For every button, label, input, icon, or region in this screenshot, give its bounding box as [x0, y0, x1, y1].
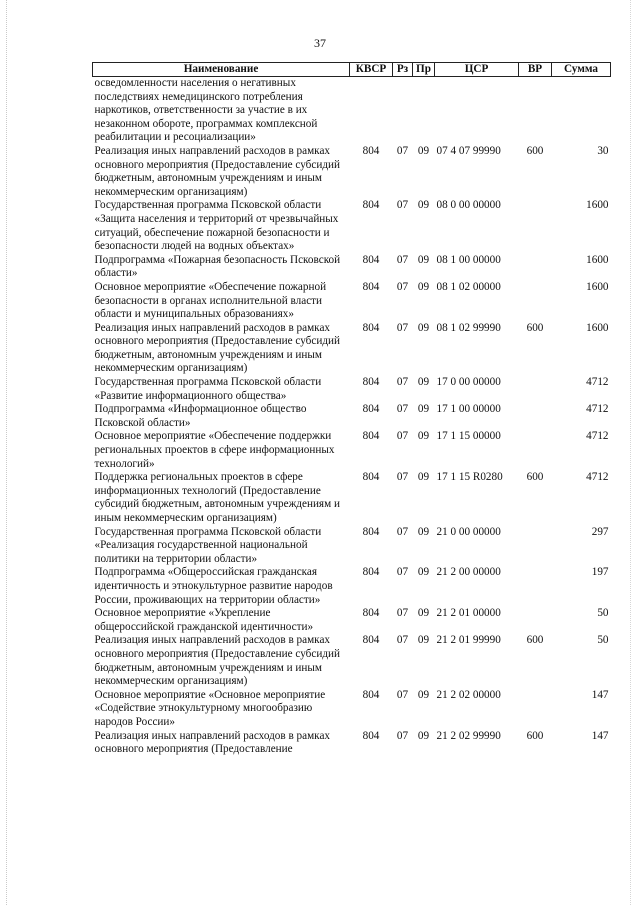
table-row [93, 376, 611, 403]
cell-vr: 600 [526, 634, 544, 647]
cell-vr [519, 254, 552, 281]
cell-rz: 07 [396, 144, 409, 157]
cell-kvsr: 804 [362, 199, 380, 212]
cell-pr: 09 [417, 199, 430, 212]
table-row [93, 281, 611, 322]
cell-pr: 09 [417, 607, 430, 620]
cell-vr [519, 566, 552, 607]
cell-csr [435, 77, 519, 145]
cell-pr: 09 [417, 729, 430, 742]
cell-rz: 07 [396, 471, 409, 484]
cell-kvsr [350, 77, 393, 145]
cell-vr [519, 281, 552, 322]
cell-csr: 21 0 00 00000 [436, 525, 501, 538]
table-row [93, 634, 611, 688]
cell-kvsr: 804 [362, 566, 380, 579]
cell-csr: 08 1 00 00000 [436, 253, 501, 266]
cell-vr [519, 607, 552, 634]
cell-kvsr: 804 [362, 144, 380, 157]
table-row [93, 322, 611, 376]
cell-rz: 07 [396, 566, 409, 579]
cell-csr: 21 2 01 99990 [436, 634, 501, 647]
cell-name: Государственная программа Псковской области «Развитие информационного общества» [94, 376, 322, 402]
cell-name: Подпрограмма «Общероссийская гражданская идентичность и этнокультурное развитие народов России, проживающих на территории области» [94, 566, 333, 606]
table-body [93, 77, 611, 757]
cell-sum: 1600 [586, 321, 609, 334]
cell-csr: 21 2 00 00000 [436, 566, 501, 579]
cell-rz: 07 [396, 280, 409, 293]
cell-name: Основное мероприятие «Обеспечение поддержки региональных проектов в сфере информационных технологий» [94, 430, 335, 470]
cell-name: Основное мероприятие «Основное мероприятие «Содействие этнокультурному многообразию народов России» [94, 688, 326, 728]
cell-csr: 21 2 01 00000 [436, 607, 501, 620]
cell-kvsr: 804 [362, 280, 380, 293]
cell-vr: 600 [526, 729, 544, 742]
cell-sum: 30 [597, 144, 609, 157]
cell-sum: 50 [597, 634, 609, 647]
table-row [93, 607, 611, 634]
cell-pr: 09 [417, 566, 430, 579]
cell-sum: 147 [591, 729, 609, 742]
cell-rz [393, 77, 413, 145]
cell-pr: 09 [417, 430, 430, 443]
cell-rz: 07 [396, 525, 409, 538]
cell-rz: 07 [396, 199, 409, 212]
cell-csr: 08 1 02 99990 [436, 321, 501, 334]
table-row [93, 566, 611, 607]
cell-kvsr: 804 [362, 471, 380, 484]
column-header-csr: ЦСР [435, 63, 519, 77]
cell-csr: 07 4 07 99990 [436, 144, 501, 157]
table-row [93, 145, 611, 199]
cell-sum: 147 [591, 688, 609, 701]
cell-vr [519, 77, 552, 145]
cell-pr: 09 [417, 144, 430, 157]
cell-kvsr: 804 [362, 525, 380, 538]
cell-kvsr: 804 [362, 607, 380, 620]
cell-pr: 09 [417, 471, 430, 484]
table-row [93, 730, 611, 757]
cell-sum: 50 [597, 607, 609, 620]
table-row [93, 254, 611, 281]
cell-vr [519, 199, 552, 253]
cell-csr: 21 2 02 99990 [436, 729, 501, 742]
cell-csr: 17 0 00 00000 [436, 376, 501, 389]
cell-name: Реализация иных направлений расходов в рамках основного мероприятия (Предоставление субсидий бюджетным, автономным учреждениям и иным некоммерческим организациям) [94, 321, 340, 375]
column-header-name: Наименование [93, 63, 350, 77]
cell-csr: 21 2 02 00000 [436, 688, 501, 701]
page-number: 37 [314, 36, 326, 50]
cell-kvsr: 804 [362, 729, 380, 742]
cell-csr: 08 0 00 00000 [436, 199, 501, 212]
cell-rz: 07 [396, 688, 409, 701]
cell-csr: 17 1 15 R0280 [436, 471, 503, 484]
cell-vr [519, 376, 552, 403]
cell-pr: 09 [417, 253, 430, 266]
table-header-row [93, 63, 611, 77]
table-row [93, 77, 611, 145]
table-row [93, 689, 611, 730]
cell-kvsr: 804 [362, 403, 380, 416]
cell-kvsr: 804 [362, 430, 380, 443]
cell-name: Государственная программа Псковской области «Реализация государственной национальной политики на территории области» [94, 525, 322, 565]
table-row [93, 403, 611, 430]
cell-name: Подпрограмма «Пожарная безопасность Псковской области» [94, 253, 341, 280]
cell-sum: 297 [591, 525, 609, 538]
cell-kvsr: 804 [362, 321, 380, 334]
cell-vr [519, 689, 552, 730]
cell-sum: 4712 [586, 430, 609, 443]
cell-rz: 07 [396, 430, 409, 443]
budget-table [92, 62, 611, 757]
column-header-sum: Сумма [552, 63, 611, 77]
cell-pr [413, 77, 435, 145]
cell-sum: 197 [591, 566, 609, 579]
cell-rz: 07 [396, 376, 409, 389]
cell-sum: 1600 [586, 199, 609, 212]
cell-sum: 1600 [586, 280, 609, 293]
cell-pr: 09 [417, 525, 430, 538]
cell-name: Поддержка региональных проектов в сфере информационных технологий (Предоставление субсидий бюджетным, автономным учреждениям и иным некоммерческим организациям) [94, 471, 340, 524]
cell-name: Основное мероприятие «Обеспечение пожарной безопасности в органах исполнительной власти области и муниципальных образованиях» [94, 280, 327, 321]
cell-name: Основное мероприятие «Укрепление общероссийской гражданской идентичности» [94, 607, 314, 633]
cell-csr: 17 1 15 00000 [436, 430, 501, 443]
cell-vr: 600 [526, 471, 544, 484]
cell-pr: 09 [417, 321, 430, 334]
cell-rz: 07 [396, 403, 409, 416]
cell-sum: 4712 [586, 376, 609, 389]
scan-edge-left [6, 0, 8, 905]
cell-name: Реализация иных направлений расходов в рамках основного мероприятия (Предоставление [94, 729, 331, 756]
cell-rz: 07 [396, 321, 409, 334]
cell-kvsr: 804 [362, 634, 380, 647]
cell-pr: 09 [417, 688, 430, 701]
column-header-kvsr: КВСР [350, 63, 393, 77]
cell-vr: 600 [526, 144, 544, 157]
column-header-rz: Рз [393, 63, 413, 77]
table-row [93, 199, 611, 253]
column-header-vr: ВР [519, 63, 552, 77]
cell-rz: 07 [396, 634, 409, 647]
column-header-pr: Пр [413, 63, 435, 77]
cell-csr: 17 1 00 00000 [436, 403, 501, 416]
table-row [93, 430, 611, 471]
cell-pr: 09 [417, 634, 430, 647]
cell-name: Подпрограмма «Информационное общество Псковской области» [94, 403, 307, 429]
cell-sum: 1600 [586, 253, 609, 266]
cell-vr [519, 403, 552, 430]
cell-pr: 09 [417, 403, 430, 416]
cell-rz: 07 [396, 607, 409, 620]
cell-name: Реализация иных направлений расходов в рамках основного мероприятия (Предоставление субсидий бюджетным, автономным учреждениям и иным некоммерческим организациям) [94, 634, 340, 688]
cell-vr: 600 [526, 321, 544, 334]
cell-rz: 07 [396, 729, 409, 742]
cell-sum: 4712 [586, 403, 609, 416]
cell-pr: 09 [417, 280, 430, 293]
cell-vr [519, 526, 552, 567]
cell-kvsr: 804 [362, 376, 380, 389]
cell-sum [552, 77, 611, 145]
cell-name: осведомленности населения о негативных последствиях немедицинского потребления наркотиков, ответственности за участие в их незаконном обороте, программах комплексной реабилитации и ресоциализации» [94, 77, 318, 144]
cell-kvsr: 804 [362, 253, 380, 266]
table-row [93, 471, 611, 525]
cell-pr: 09 [417, 376, 430, 389]
table-row [93, 526, 611, 567]
cell-name: Реализация иных направлений расходов в рамках основного мероприятия (Предоставление субсидий бюджетным, автономным учреждениям и иным некоммерческим организациям) [94, 144, 340, 198]
cell-vr [519, 430, 552, 471]
cell-kvsr: 804 [362, 688, 380, 701]
cell-csr: 08 1 02 00000 [436, 280, 501, 293]
cell-name: Государственная программа Псковской области «Защита населения и территорий от чрезвычайных ситуаций, обеспечение пожарной безопасности и безопасности людей на водных объектах» [94, 199, 339, 253]
cell-sum: 4712 [586, 471, 609, 484]
scan-edge-right [630, 0, 632, 905]
cell-rz: 07 [396, 253, 409, 266]
